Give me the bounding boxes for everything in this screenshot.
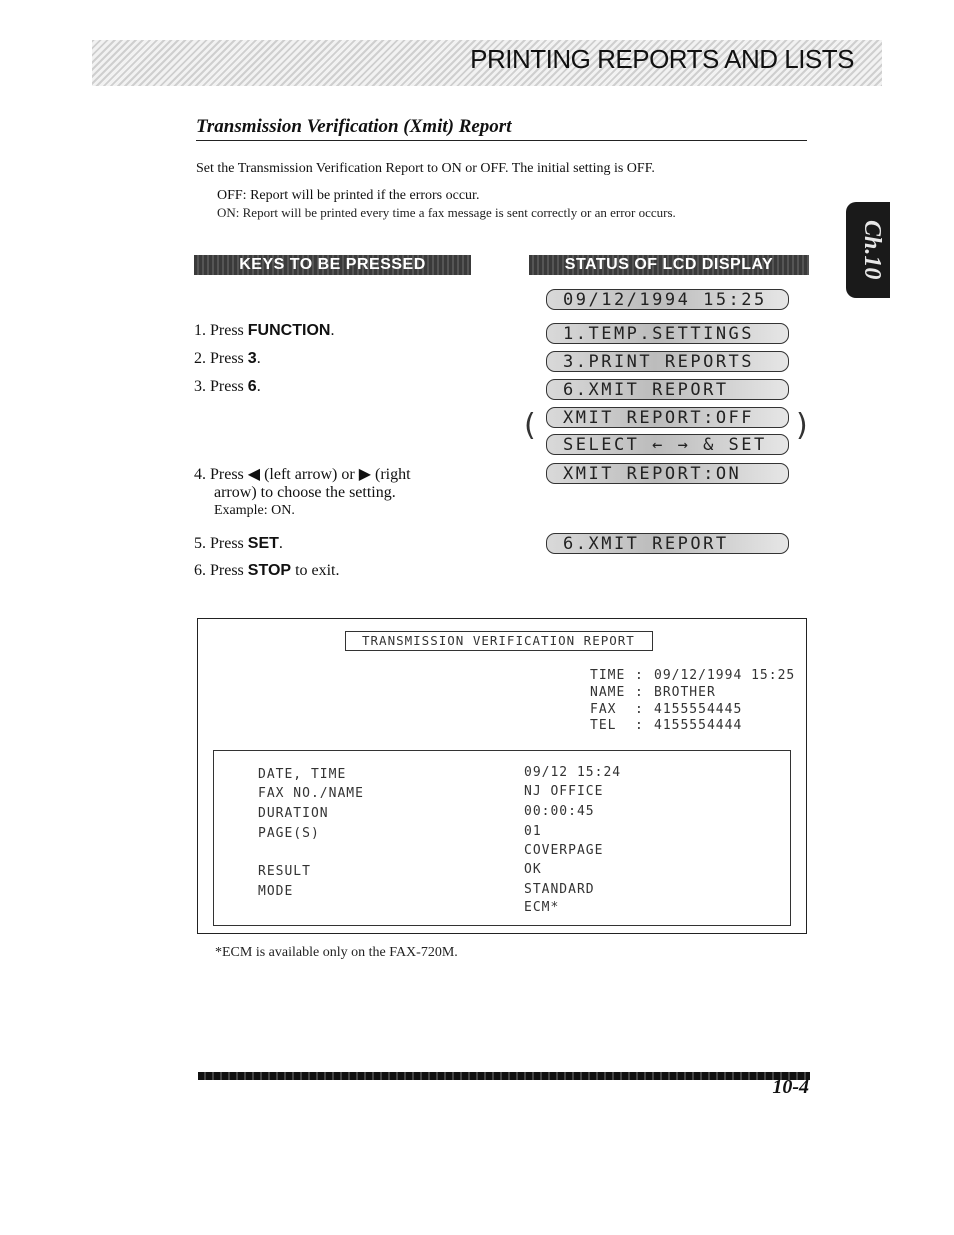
step-text: 5. Press	[194, 535, 248, 552]
footnote: *ECM is available only on the FAX-720M.	[215, 945, 458, 960]
lcd-display: 1.TEMP.SETTINGS	[546, 323, 789, 344]
report-row-label: RESULT	[258, 864, 311, 879]
report-tel-value: 4155554444	[654, 718, 743, 733]
lcd-display: 6.XMIT REPORT	[546, 379, 789, 400]
step-6	[194, 562, 340, 580]
report-row-value: NJ OFFICE	[524, 784, 604, 799]
section-title: Transmission Verification (Xmit) Report	[196, 116, 512, 137]
report-row-value: COVERPAGE	[524, 843, 604, 858]
keys-banner: KEYS TO BE PRESSED	[194, 255, 471, 275]
step-text: .	[256, 378, 261, 395]
step-text: .	[256, 350, 261, 367]
report-title: TRANSMISSION VERIFICATION REPORT	[345, 631, 653, 651]
report-separator: :	[635, 702, 644, 717]
report-separator: :	[635, 685, 644, 700]
report-time-value: 09/12/1994 15:25	[654, 668, 796, 683]
cycle-bracket-left-icon: (	[524, 408, 536, 443]
intro-text: Set the Transmission Verification Report to ON or OFF. The initial setting is OFF.	[196, 161, 655, 176]
report-row-value: 00:00:45	[524, 804, 595, 819]
report-row-value: OK	[524, 862, 542, 877]
step-4-line-1: 4. Press ◀ (left arrow) or ▶ (right	[194, 466, 411, 483]
step-1	[194, 322, 334, 340]
step-text: .	[278, 535, 283, 552]
footer-bar	[198, 1072, 810, 1080]
report-name-label: NAME	[590, 685, 626, 700]
section-divider	[196, 140, 807, 141]
step-5	[194, 535, 283, 553]
option-off-text: OFF: Report will be printed if the errors occur.	[217, 188, 480, 203]
report-separator: :	[635, 718, 644, 733]
report-fax-label: FAX	[590, 702, 617, 717]
key-name: STOP	[247, 562, 292, 579]
report-row-label: DATE, TIME	[258, 767, 347, 782]
lcd-display: 3.PRINT REPORTS	[546, 351, 789, 372]
status-banner: STATUS OF LCD DISPLAY	[529, 255, 809, 275]
step-4-line-2: arrow) to choose the setting.	[214, 484, 396, 501]
page-number: 10-4	[772, 1076, 809, 1098]
step-text: 6. Press	[194, 562, 248, 579]
step-text: 1. Press	[194, 322, 248, 339]
key-name: 3	[247, 350, 257, 367]
report-row-label: PAGE(S)	[258, 826, 320, 841]
lcd-display: SELECT ← → & SET	[546, 434, 789, 455]
report-tel-label: TEL	[590, 718, 617, 733]
report-row-value: 01	[524, 824, 542, 839]
report-row-label: FAX NO./NAME	[258, 786, 364, 801]
report-row-label: DURATION	[258, 806, 329, 821]
report-separator: :	[635, 668, 644, 683]
report-row-value: 09/12 15:24	[524, 765, 622, 780]
chapter-tab	[846, 202, 890, 298]
key-name: SET	[247, 535, 279, 552]
step-4-example: Example: ON.	[214, 503, 295, 518]
report-time-label: TIME	[590, 668, 626, 683]
step-text: 3. Press	[194, 378, 248, 395]
page-header-title: PRINTING REPORTS AND LISTS	[470, 44, 854, 74]
report-name-value: BROTHER	[654, 685, 716, 700]
option-on-text: ON: Report will be printed every time a fax message is sent correctly or an error occurs.	[217, 205, 676, 220]
cycle-bracket-right-icon: )	[796, 408, 808, 443]
lcd-display: XMIT REPORT:ON	[546, 463, 789, 484]
lcd-display: 6.XMIT REPORT	[546, 533, 789, 554]
report-row-label: MODE	[258, 884, 294, 899]
step-2	[194, 350, 261, 368]
key-name: FUNCTION	[247, 322, 331, 339]
chapter-tab-label: Ch.10	[859, 220, 885, 280]
report-row-value: STANDARD	[524, 882, 595, 897]
step-text: 2. Press	[194, 350, 248, 367]
report-fax-value: 4155554445	[654, 702, 743, 717]
key-name: 6	[247, 378, 257, 395]
step-text: .	[330, 322, 335, 339]
lcd-display: 09/12/1994 15:25	[546, 289, 789, 310]
report-row-value: ECM*	[524, 900, 560, 915]
step-3	[194, 378, 261, 396]
lcd-display: XMIT REPORT:OFF	[546, 407, 789, 428]
step-text: to exit.	[291, 562, 340, 579]
